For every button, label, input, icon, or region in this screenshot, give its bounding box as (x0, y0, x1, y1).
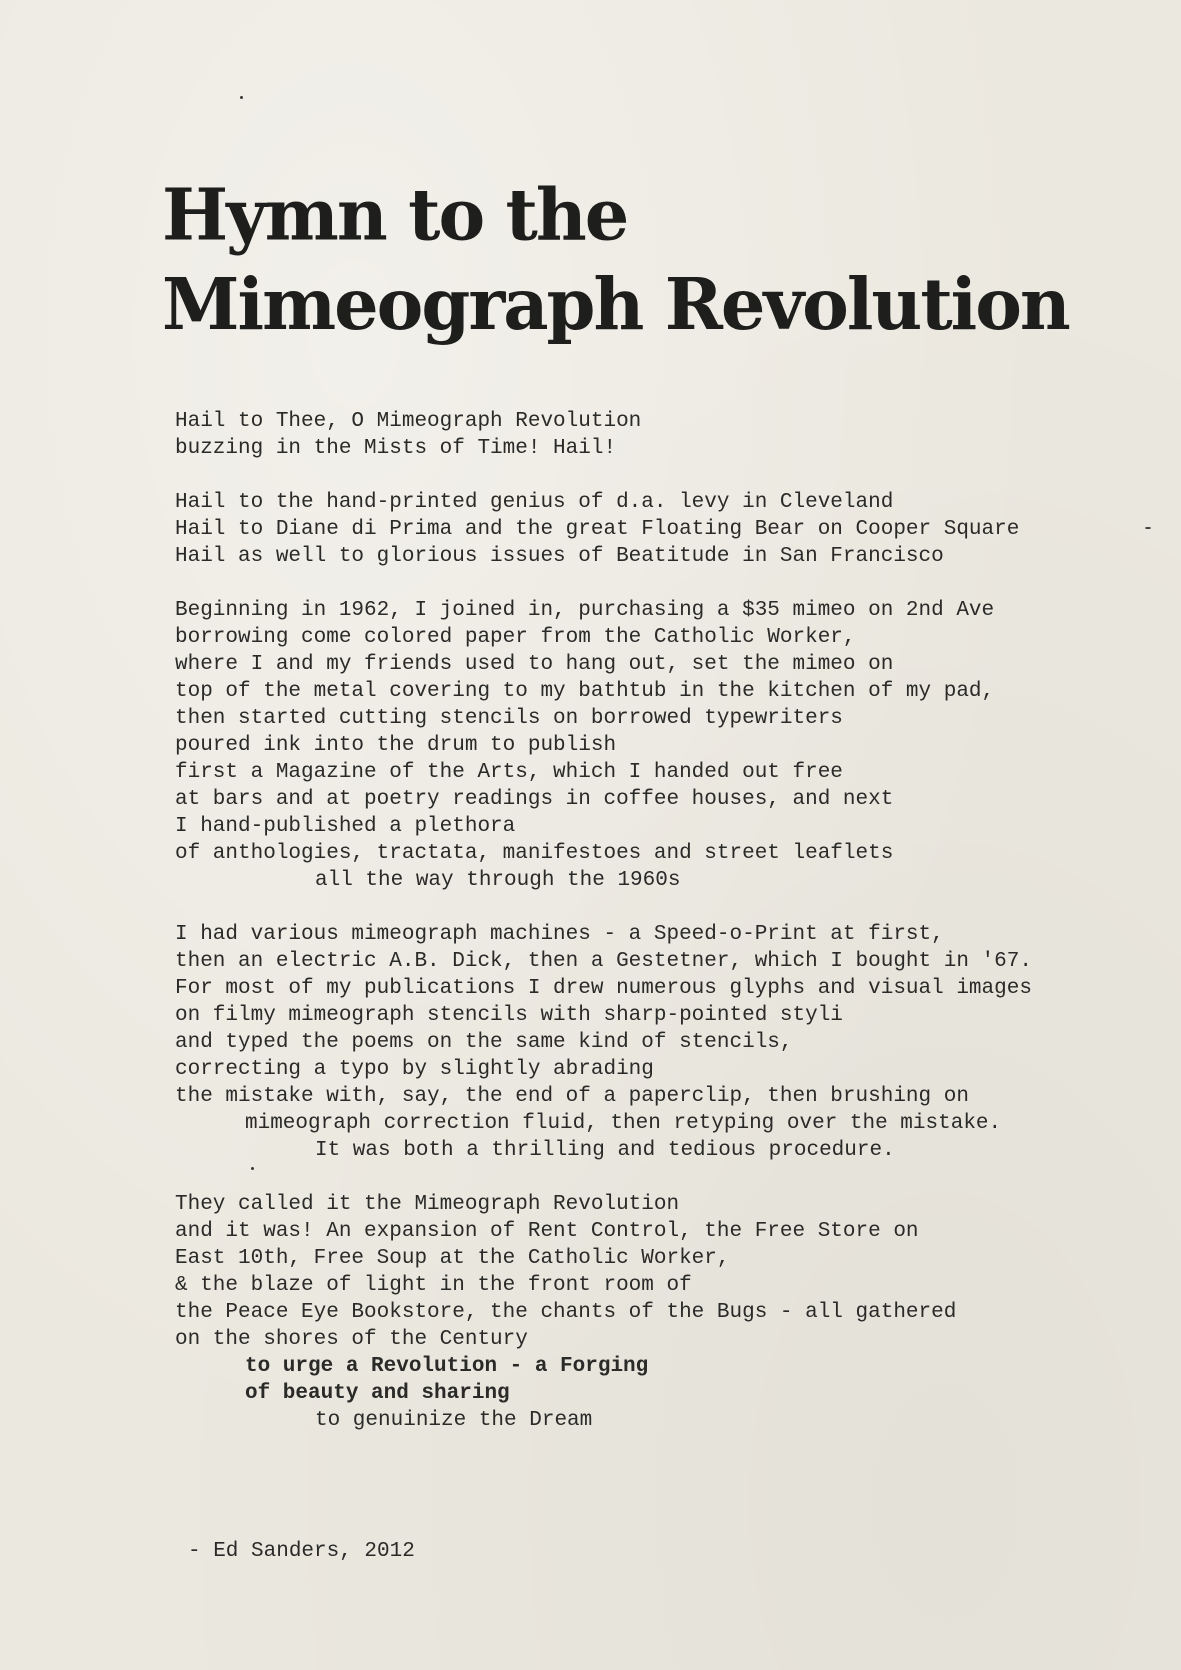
poem-line: and it was! An expansion of Rent Control, the Free Store on (175, 1220, 919, 1243)
ink-speck (251, 1167, 254, 1170)
stanza-4 (175, 921, 1032, 1164)
poem-line: to genuinize the Dream (315, 1409, 593, 1432)
poem-line: at bars and at poetry readings in coffee houses, and next (175, 788, 894, 811)
poem-line: I had various mimeograph machines - a Speed-o-Print at first, (175, 923, 944, 946)
stanza-5 (175, 1191, 1032, 1434)
ink-speck (1145, 527, 1151, 529)
poem-line: East 10th, Free Soup at the Catholic Worker, (175, 1247, 730, 1270)
poem-line: It was both a thrilling and tedious procedure. (315, 1139, 895, 1162)
poem-line: and typed the poems on the same kind of stencils, (175, 1031, 793, 1054)
poem-line: then started cutting stencils on borrowed typewriters (175, 707, 843, 730)
poem-title (162, 170, 1069, 350)
poem-line: Hail to Thee, O Mimeograph Revolution (175, 410, 642, 433)
poem-line: Hail as well to glorious issues of Beatitude in San Francisco (175, 545, 944, 568)
poem-line: the Peace Eye Bookstore, the chants of the Bugs - all gathered (175, 1301, 957, 1324)
poem-line: first a Magazine of the Arts, which I handed out free (175, 761, 843, 784)
poem-line: correcting a typo by slightly abrading (175, 1058, 654, 1081)
poem-line: Hail to the hand-printed genius of d.a. levy in Cleveland (175, 491, 894, 514)
poem-line: on the shores of the Century (175, 1328, 528, 1351)
poem-title-line-1: Hymn to the (162, 172, 628, 257)
author-signature: - Ed Sanders, 2012 (188, 1540, 415, 1563)
poem-line: to urge a Revolution - a Forging (245, 1355, 649, 1378)
poem-line: then an electric A.B. Dick, then a Gestetner, which I bought in '67. (175, 950, 1032, 973)
poem-line: where I and my friends used to hang out, set the mimeo on (175, 653, 894, 676)
poem-line: borrowing come colored paper from the Catholic Worker, (175, 626, 856, 649)
poem-line: & the blaze of light in the front room of (175, 1274, 692, 1297)
poem-line: top of the metal covering to my bathtub in the kitchen of my pad, (175, 680, 995, 703)
poem-line: on filmy mimeograph stencils with sharp-pointed styli (175, 1004, 843, 1027)
poem-line: all the way through the 1960s (315, 869, 681, 892)
stanza-1 (175, 408, 1032, 462)
poem-body (175, 408, 1032, 1461)
stanza-2 (175, 489, 1032, 570)
poem-title-line-2: Mimeograph Revolution (162, 261, 1069, 347)
poem-line: of anthologies, tractata, manifestoes and street leaflets (175, 842, 894, 865)
poem-line: of beauty and sharing (245, 1382, 510, 1405)
poem-line: They called it the Mimeograph Revolution (175, 1193, 680, 1216)
poem-line: For most of my publications I drew numerous glyphs and visual images (175, 977, 1032, 1000)
poem-line: buzzing in the Mists of Time! Hail! (175, 437, 617, 460)
poem-line: mimeograph correction fluid, then retyping over the mistake. (245, 1112, 1002, 1135)
poem-line: I hand-published a plethora (175, 815, 516, 838)
stanza-3 (175, 597, 1032, 894)
poem-line: poured ink into the drum to publish (175, 734, 617, 757)
ink-speck (240, 96, 243, 99)
poem-line: Beginning in 1962, I joined in, purchasing a $35 mimeo on 2nd Ave (175, 599, 995, 622)
poem-line: Hail to Diane di Prima and the great Floating Bear on Cooper Square (175, 518, 1020, 541)
poem-line: the mistake with, say, the end of a paperclip, then brushing on (175, 1085, 969, 1108)
